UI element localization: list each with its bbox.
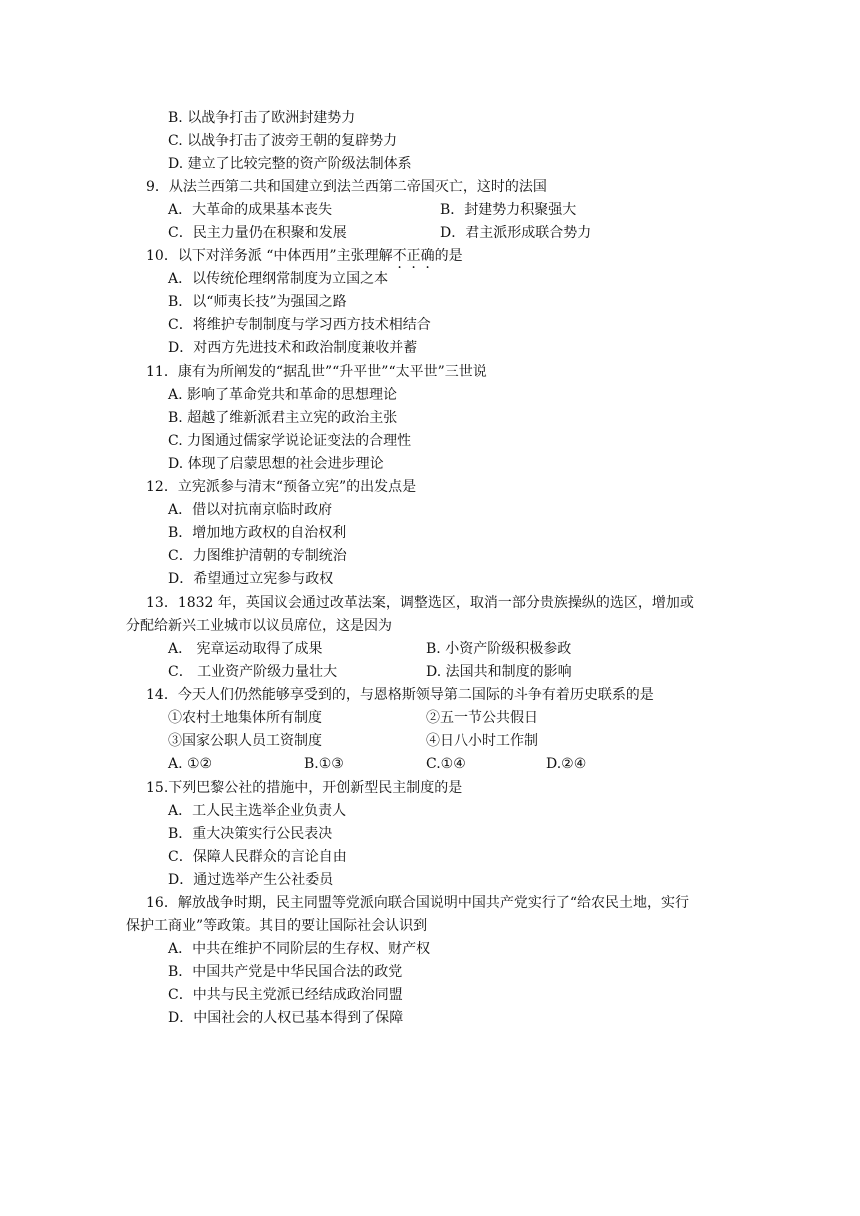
q15-option-a: A．工人民主选举企业负责人 [168,803,347,819]
q12-option-a: A．借以对抗南京临时政府 [168,502,333,518]
q8-option-b: B. 以战争打击了欧洲封建势力 [168,110,356,126]
q16-option-d: D．中国社会的人权已基本得到了保障 [168,1010,404,1026]
q10-option-c: C．将维护专制制度与学习西方技术相结合 [168,317,431,333]
q14-option-d: D.②④ [546,756,587,772]
q10-stem-start: 10．以下对洋务派 “中体西用”主张理解 [146,248,393,264]
q12-option-d: D．希望通过立宪参与政权 [168,571,334,587]
q14-item-1: ①农村土地集体所有制度 [168,710,322,726]
q14-option-c: C.①④ [426,756,466,772]
q14-option-b: B.①③ [304,756,344,772]
q15-option-d: D．通过选举产生公社委员 [168,872,334,888]
q9-option-d: D．君主派形成联合势力 [440,225,592,241]
q10-option-a: A．以传统伦理纲常制度为立国之本 [168,271,389,287]
q10-stem [146,246,463,266]
q12-stem: 12．立宪派参与清末“预备立宪”的出发点是 [146,479,417,495]
q16-option-b: B．中国共产党是中华民国合法的政党 [168,964,403,980]
q13-option-a: A． 宪章运动取得了成果 [168,641,323,657]
q10-option-b: B．以“师夷长技”为强国之路 [168,294,347,310]
q16-option-c: C．中共与民主党派已经结成政治同盟 [168,987,403,1003]
q13-option-d: D. 法国共和制度的影响 [426,664,572,680]
q16-option-a: A．中共在维护不同阶层的生存权、财产权 [168,941,431,957]
q14-item-3: ③国家公职人员工资制度 [168,733,322,749]
q11-option-a: A. 影响了革命党共和革命的思想理论 [168,387,398,403]
q14-item-2: ②五一节公共假日 [426,710,538,726]
q8-option-d: D. 建立了比较完整的资产阶级法制体系 [168,156,412,172]
q15-stem: 15.下列巴黎公社的措施中，开创新型民主制度的是 [146,780,463,796]
q10-stem-end: 的是 [434,248,463,264]
q13-stem-line-2: 分配给新兴工业城市以议员席位，这是因为 [126,618,392,634]
q15-option-b: B．重大决策实行公民表决 [168,826,333,842]
q15-option-c: C．保障人民群众的言论自由 [168,849,347,865]
q14-stem: 14．今天人们仍然能够享受到的，与恩格斯领导第二国际的斗争有着历史联系的是 [146,687,654,703]
q13-option-b: B. 小资产阶级积极参政 [426,641,572,657]
q16-stem-line-1: 16．解放战争时期，民主同盟等党派向联合国说明中国共产党实行了“给农民土地，实行 [146,895,689,911]
q10-emphasis-char-3: 确 [420,248,435,264]
q10-option-d: D．对西方先进技术和政治制度兼收并蓄 [168,340,418,356]
q16-stem-line-2: 保护工商业”等政策。其目的要让国际社会认识到 [126,918,428,934]
q9-option-b: B．封建势力积聚强大 [440,202,577,218]
q11-option-b: B. 超越了维新派君主立宪的政治主张 [168,410,398,426]
q11-option-c: C. 力图通过儒家学说论证变法的合理性 [168,433,412,449]
q12-option-c: C．力图维护清朝的专制统治 [168,548,347,564]
q12-option-b: B．增加地方政权的自治权利 [168,525,347,541]
q14-option-a: A. ①② [168,756,213,772]
q9-stem: 9．从法兰西第二共和国建立到法兰西第二帝国灭亡，这时的法国 [146,179,547,195]
q9-option-a: A．大革命的成果基本丧失 [168,202,333,218]
q11-stem: 11．康有为所阐发的“据乱世”“升平世”“太平世”三世说 [146,364,487,380]
q10-emphasis-char-2: 正 [406,248,421,264]
q11-option-d: D. 体现了启蒙思想的社会进步理论 [168,456,384,472]
q13-stem-line-1: 13．1832 年，英国议会通过改革法案，调整选区，取消一部分贵族操纵的选区，增加或 [146,595,694,611]
q14-item-4: ④日八小时工作制 [426,733,538,749]
q9-option-c: C．民主力量仍在积聚和发展 [168,225,347,241]
q8-option-c: C. 以战争打击了波旁王朝的复辟势力 [168,133,398,149]
q13-option-c: C． 工业资产阶级力量壮大 [168,664,338,680]
q10-emphasis-char-1: 不 [392,248,407,264]
